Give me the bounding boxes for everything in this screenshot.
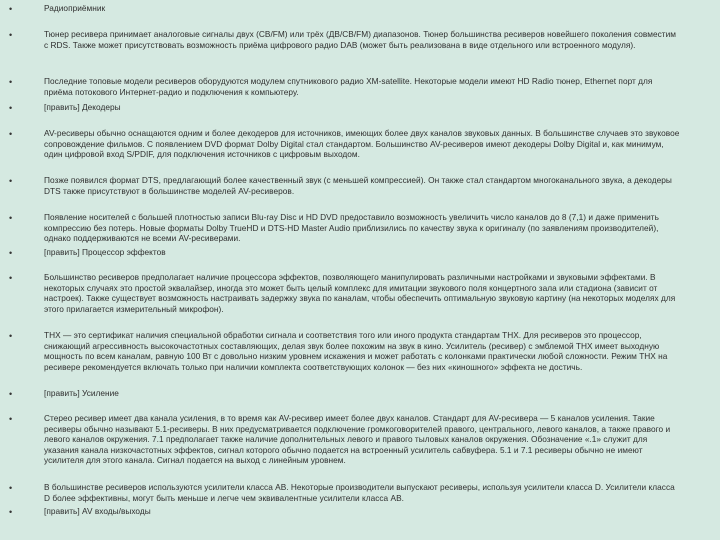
paragraph-text: [править] AV входы/выходы (44, 506, 151, 516)
bullet-marker: • (9, 483, 13, 493)
bullet-marker: • (9, 507, 13, 517)
bullet-marker: • (9, 176, 13, 186)
paragraph-text: Появление носителей с большей плотностью записи Blu-ray Disc и HD DVD предоставило возможность увеличить число каналов до 8 (7,1) и даже применить компрессию без потерь. Новые форматы Dolby TrueHD и DTS-HD Master Audio приблизились по качеству звука к оригиналу (по заявлениям производителей), однако поддерживаются не всеми AV-ресиверами. (44, 212, 659, 244)
bullet-marker: • (9, 331, 13, 341)
paragraph-text: Большинство ресиверов предполагает наличие процессора эффектов, позволяющего манипулировать различными настройками и звуковыми эффектами. В некоторых случаях это простой эквалайзер, иногда это может быть целый комплекс для имитации звукового поля концертного зала или стадиона (зависит от настроек). Также существует возможность настраивать задержку звука по каналам, чтобы обеспечить оптимальную звуковую картину (на некоторых моделях для этого прилагается измерительный микрофон). (44, 272, 676, 314)
paragraph-text: Радиоприёмник (44, 3, 106, 13)
paragraph-text: В большинстве ресиверов используются усилители класса AB. Некоторые производители выпускают ресиверы, используя усилители класса D. Усилители класса D более эффективны, могут быть меньше и легче чем эквивалентные усилители класса AB. (44, 482, 675, 503)
bullet-marker: • (9, 77, 13, 87)
bullet-marker: • (9, 389, 13, 399)
bullet-marker: • (9, 414, 13, 424)
paragraph-text: THX — это сертификат наличия специальной обработки сигнала и соответствия того или иного продукта стандартам THX. Для ресиверов это процессор, снижающий агрессивность высокочастотных составляющих, делая звук более похожим на звук в кино. Усилитель (ресивер) с эмблемой THX имеет выходную мощность по всем каналам, равную 100 Вт с довольно низким уровнем искажения и может работать с колонками практически любой сложности. Режим THX на ресивере рекомендуется включать только при наличии комплекта соответствующих колонок — без них «киношного» эффекта не достичь. (44, 330, 668, 372)
paragraph-text: Тюнер ресивера принимает аналоговые сигналы двух (СВ/FM) или трёх (ДВ/СВ/FM) диапазонов. Тюнер большинства ресиверов новейшего поколения совместим с RDS. Также может присутствовать возможность приёма цифрового радио DAB (может быть реализована в виде отдельного или встроенного модуля). (44, 29, 676, 50)
bullet-marker: • (9, 129, 13, 139)
bullet-marker: • (9, 273, 13, 283)
paragraph-text: [править] Декодеры (44, 102, 121, 112)
paragraph-text: Последние топовые модели ресиверов оборудуются модулем спутникового радио XM-satellite. Некоторые модели имеют HD Radio тюнер, Ethernet порт для приёма потокового Интернет-радио и подключения к компьютеру. (44, 76, 653, 97)
bullet-marker: • (9, 213, 13, 223)
paragraph-text: Позже появился формат DTS, предлагающий более качественный звук (с меньшей компрессией). Он также стал стандартом многоканального звука, а декодеры DTS также присутствуют в большинстве моделей AV-ресиверов. (44, 175, 672, 196)
paragraph-text: AV-ресиверы обычно оснащаются одним и более декодеров для источников, имеющих более двух каналов звуковых данных. В большинстве случаев это звуковое сопровождение фильмов. С появлением DVD формат Dolby Digital стал стандартом. Большинство AV-ресиверов имеют декодеры Dolby Digital и, как минимум, один цифровой вход S/PDIF, для подключения источников с цифровым выходом. (44, 128, 680, 160)
bullet-marker: • (9, 103, 13, 113)
paragraph-text: Стерео ресивер имеет два канала усиления, в то время как AV-ресивер имеет более двух каналов. Стандарт для AV-ресивера — 5 каналов усиления. Такие ресиверы обычно называют 5.1-ресиверы. В них предусматривается подключение громкоговорителей правого, центрального, левого каналов, а также правого и левого каналов окружения. 7.1 предполагает также наличие дополнительных левого и правого тыловых каналов окружения. Обозначение «.1» служит для указания канала низкочастотных эффектов, сигнал которого обычно подается на встроенный усилитель сабвуфера. 5.1 и 7.1 ресиверы обычно не имеют усилителя для этого канала. Сигнал подается на выход с линейным уровнем. (44, 413, 671, 466)
paragraph-text: [править] Процессор эффектов (44, 247, 166, 257)
bullet-marker: • (9, 4, 13, 14)
paragraph-text: [править] Усиление (44, 388, 119, 398)
bullet-marker: • (9, 248, 13, 258)
bullet-marker: • (9, 30, 13, 40)
